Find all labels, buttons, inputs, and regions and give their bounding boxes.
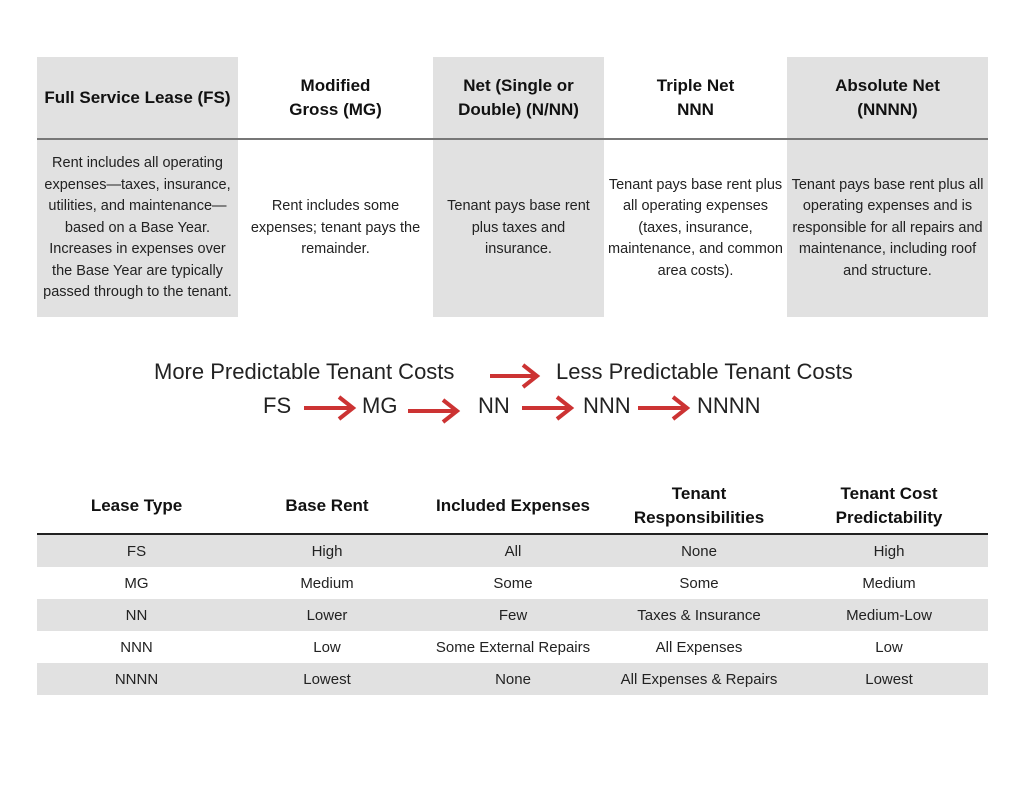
right-arrow-icon bbox=[489, 363, 541, 389]
header-net-label: Net (Single or Double) (N/NN) bbox=[458, 75, 579, 119]
table-cell: Few bbox=[418, 599, 608, 631]
table-cell: Medium bbox=[300, 574, 354, 592]
table-cell: NNNN bbox=[37, 663, 236, 695]
right-arrow-icon bbox=[303, 395, 357, 421]
table-row bbox=[37, 663, 988, 695]
table-cell: None bbox=[608, 534, 790, 567]
table-cell: MG bbox=[124, 574, 149, 592]
table-header-row bbox=[37, 478, 988, 534]
description-full-service: Rent includes all operating expenses—taxes, insurance, utilities, and maintenance—based on a Base Year. Increases in expenses over the Base Year are typically passed through to the tenant. bbox=[37, 140, 238, 317]
table-row bbox=[37, 631, 988, 663]
table-cell: Lowest bbox=[790, 663, 988, 695]
header-net bbox=[433, 57, 604, 140]
step-nn: NN bbox=[478, 393, 510, 418]
right-arrow-icon bbox=[521, 395, 575, 421]
table-cell: Taxes & Insurance bbox=[608, 599, 790, 631]
table-cell: All Expenses bbox=[655, 638, 743, 656]
predictability-progression bbox=[0, 355, 1024, 425]
table-cell: NNN bbox=[120, 638, 153, 656]
table-cell: All bbox=[418, 534, 608, 567]
column-header-tenant-responsibilities-label: Tenant Responsibilities bbox=[633, 483, 765, 527]
table-cell: Some External Repairs bbox=[435, 638, 591, 656]
column-header-base-rent: Base Rent bbox=[236, 478, 418, 534]
table-row bbox=[37, 567, 988, 599]
description-absolute-net: Tenant pays base rent plus all operating expenses and is responsible for all repairs and maintenance, including roof and structure. bbox=[787, 140, 988, 317]
header-modified-gross-label: Modified Gross (MG) bbox=[289, 75, 382, 119]
table-cell: High bbox=[790, 534, 988, 567]
header-full-service: Full Service Lease (FS) bbox=[37, 57, 238, 140]
table-cell: Lower bbox=[236, 599, 418, 631]
table-row bbox=[37, 599, 988, 631]
table-cell: NN bbox=[37, 599, 236, 631]
less-predictable-label: Less Predictable Tenant Costs bbox=[556, 359, 853, 384]
table-cell: Medium-Low bbox=[790, 599, 988, 631]
step-fs: FS bbox=[263, 393, 292, 418]
lease-comparison-table bbox=[37, 478, 988, 695]
table-row bbox=[37, 534, 988, 567]
header-triple-net-label: Triple Net NNN bbox=[656, 75, 735, 119]
right-arrow-icon bbox=[407, 398, 461, 424]
table-cell: High bbox=[236, 534, 418, 567]
description-triple-net: Tenant pays base rent plus all operating expenses (taxes, insurance, maintenance, and common area costs). bbox=[608, 176, 783, 279]
table-cell: None bbox=[418, 663, 608, 695]
table-cell: Low bbox=[875, 638, 903, 656]
table-cell: Some bbox=[679, 574, 719, 592]
header-triple-net bbox=[604, 57, 787, 140]
column-header-predictability-label: Tenant Cost Predictability bbox=[835, 483, 943, 527]
table-cell: All Expenses & Repairs bbox=[608, 663, 790, 695]
step-mg: MG bbox=[362, 393, 398, 418]
column-header-lease-type: Lease Type bbox=[37, 478, 236, 534]
header-absolute-net-label: Absolute Net (NNNN) bbox=[835, 75, 940, 119]
table-cell: FS bbox=[37, 534, 236, 567]
step-nnn: NNN bbox=[583, 393, 631, 418]
more-predictable-label: More Predictable Tenant Costs bbox=[154, 359, 455, 384]
table-cell: Medium bbox=[862, 574, 916, 592]
header-modified-gross bbox=[238, 57, 433, 140]
right-arrow-icon bbox=[637, 395, 691, 421]
column-header-included-expenses: Included Expenses bbox=[418, 478, 608, 534]
description-net: Tenant pays base rent plus taxes and insurance. bbox=[433, 140, 604, 317]
step-nnnn: NNNN bbox=[697, 393, 761, 418]
header-absolute-net bbox=[787, 57, 988, 140]
lease-types-table bbox=[37, 57, 988, 317]
table-cell: Some bbox=[493, 574, 533, 592]
column-header-tenant-responsibilities bbox=[608, 478, 790, 534]
column-header-predictability bbox=[790, 478, 988, 534]
description-modified-gross: Rent includes some expenses; tenant pays the remainder. bbox=[250, 198, 421, 258]
table-cell: Low bbox=[313, 638, 341, 656]
table-cell: Lowest bbox=[236, 663, 418, 695]
